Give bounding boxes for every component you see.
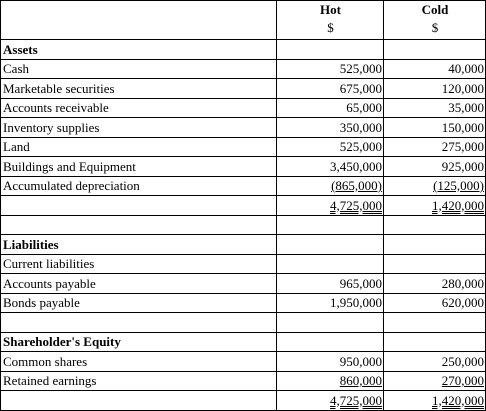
cold-value [384,371,486,391]
cold-value-text: 275,000 [441,139,484,154]
cold-value [384,215,486,235]
row-label-text: Marketable securities [3,80,115,96]
cold-value [384,79,486,99]
cold-value-text: 150,000 [441,119,484,135]
column-hot-currency: $ [327,20,334,35]
cold-value-text: 35,000 [448,100,484,115]
row-label [1,215,277,235]
hot-value-text: 4,725,000 [330,392,382,408]
table-row [1,137,486,157]
row-label [1,118,277,138]
row-label-text: Accumulated depreciation [3,178,140,193]
cold-value [384,391,486,411]
cold-value [384,98,486,118]
row-label [1,313,277,333]
table-row [1,157,486,177]
hot-value [277,79,384,99]
row-label [1,196,277,216]
hot-value [277,391,384,411]
cold-value-text: 250,000 [441,353,484,369]
hot-value-text: 65,000 [346,100,382,115]
cold-value-text: (125,000) [433,178,484,193]
cold-value [384,196,486,216]
cold-value [384,332,486,352]
row-label-text: Buildings and Equipment [3,158,136,174]
section-header-row [1,332,486,352]
cold-value-text: 925,000 [441,158,484,174]
row-label [1,254,277,274]
row-label [1,59,277,79]
cold-value [384,59,486,79]
cold-value [384,40,486,60]
cold-value [384,254,486,274]
cold-value [384,313,486,333]
row-label [1,332,277,352]
cold-value [384,176,486,196]
row-label-text: Liabilities [3,236,59,252]
table-row [1,79,486,99]
hot-value-text: 1,950,000 [330,295,382,310]
cold-value [384,137,486,157]
cold-value-text: 280,000 [441,275,484,291]
row-label [1,293,277,313]
table-row [1,254,486,274]
hot-value-text: 675,000 [339,80,382,96]
table-row [1,293,486,313]
table-row [1,274,486,294]
hot-value [277,196,384,216]
hot-value-text: 525,000 [339,61,382,76]
hot-value [277,352,384,372]
hot-value [277,176,384,196]
row-label [1,98,277,118]
row-label-text: Land [3,139,30,154]
hot-value [277,215,384,235]
row-label [1,137,277,157]
cold-value [384,157,486,177]
cold-value [384,352,486,372]
hot-value [277,293,384,313]
total-row [1,391,486,411]
row-label [1,176,277,196]
hot-value [277,313,384,333]
row-label [1,235,277,255]
cold-value [384,293,486,313]
hot-value [277,157,384,177]
table-row [1,176,486,196]
hot-value [277,371,384,391]
blank-row [1,313,486,333]
row-label-text: Common shares [3,353,88,369]
row-label [1,274,277,294]
hot-value [277,235,384,255]
total-row [1,196,486,216]
hot-value-text: 525,000 [339,139,382,154]
row-label-text: Current liabilities [3,256,95,271]
cold-value [384,235,486,255]
hot-value [277,254,384,274]
row-label [1,157,277,177]
header-cold-cell [384,1,486,40]
table-body [1,1,486,411]
row-label-text: Accounts payable [3,275,96,291]
hot-value [277,137,384,157]
cold-value-text: 1,420,000 [432,197,484,213]
row-label-text: Assets [3,41,38,57]
hot-value [277,98,384,118]
blank-row [1,215,486,235]
row-label [1,40,277,60]
row-label-text: Accounts receivable [3,100,109,115]
hot-value-text: 4,725,000 [330,197,382,213]
section-header-row [1,235,486,255]
cold-value-text: 1,420,000 [432,392,484,408]
cold-value-text: 620,000 [441,295,484,310]
row-label-text: Bonds payable [3,295,80,310]
hot-value-text: 860,000 [339,373,382,388]
table-row [1,59,486,79]
column-cold-name: Cold [421,2,449,17]
column-cold-currency: $ [431,20,439,35]
hot-value [277,274,384,294]
row-label-text: Retained earnings [3,373,97,388]
cold-value-text: 120,000 [441,80,484,96]
cold-value [384,274,486,294]
cold-value [384,118,486,138]
table-row [1,352,486,372]
row-label [1,391,277,411]
header-label-cell [1,1,277,40]
table-row [1,98,486,118]
row-label [1,371,277,391]
hot-value [277,118,384,138]
row-label-text: Cash [3,61,29,76]
hot-value [277,59,384,79]
hot-value [277,40,384,60]
hot-value-text: 350,000 [339,119,382,135]
cold-value-text: 270,000 [441,373,484,388]
row-label-text: Shareholder's Equity [3,334,121,349]
hot-value-text: 950,000 [339,353,382,369]
row-label-text: Inventory supplies [3,119,100,135]
row-label [1,352,277,372]
table-row [1,118,486,138]
header-hot-cell [277,1,384,40]
header-row [1,1,486,40]
hot-value-text: 965,000 [339,275,382,291]
section-header-row [1,40,486,60]
cold-value-text: 40,000 [448,61,484,76]
column-hot-name: Hot [320,2,341,17]
hot-value-text: (865,000) [331,178,382,193]
hot-value [277,332,384,352]
hot-value-text: 3,450,000 [330,158,382,174]
row-label [1,79,277,99]
table-row [1,371,486,391]
